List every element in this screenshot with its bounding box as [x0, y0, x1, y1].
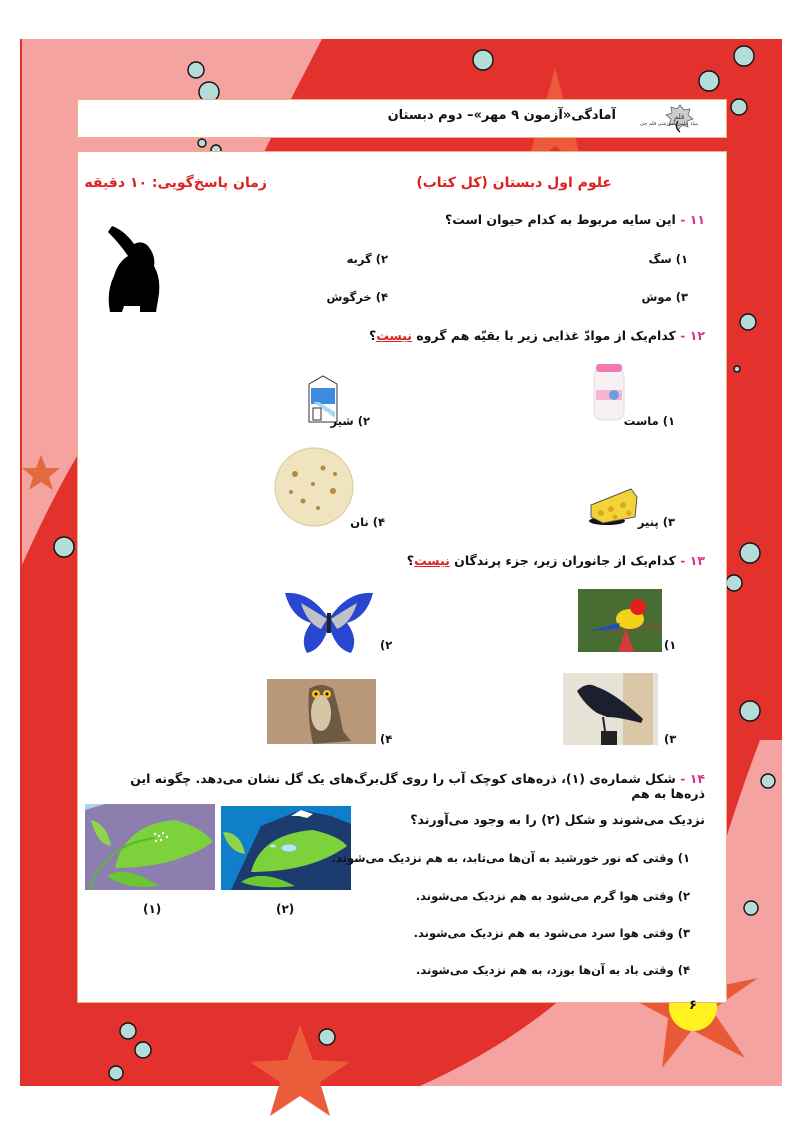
publisher-logo-icon: [638, 103, 700, 133]
option-11-1[interactable]: ۱) سگ: [648, 252, 688, 266]
question-stem: کدام‌یک از موادّ غذایی زیر با بقیّه هم گروه: [416, 328, 676, 343]
option-11-2[interactable]: ۲) گربه: [346, 252, 388, 266]
option-13-1[interactable]: (۱: [664, 638, 677, 652]
yogurt-container-image: [590, 362, 628, 424]
option-11-4[interactable]: ۴) خرگوش: [326, 290, 388, 304]
option-13-4[interactable]: (۴: [380, 732, 393, 746]
option-11-3[interactable]: ۳) موش: [641, 290, 688, 304]
option-12-1[interactable]: ۱) ماست: [623, 414, 675, 428]
section-title: علوم اول دبستان (کل کتاب): [416, 175, 612, 191]
option-12-2[interactable]: ۲) شیر: [330, 414, 370, 428]
question-number: ۱۴ -: [680, 771, 705, 786]
question-number: ۱۳ -: [680, 553, 705, 568]
option-13-3[interactable]: (۳: [664, 732, 677, 746]
flatbread-image: [273, 446, 355, 528]
parrot-photo-image: [578, 589, 662, 652]
figure-1-caption: (۱): [143, 902, 162, 916]
question-number: ۱۲ -: [680, 328, 705, 343]
rabbit-silhouette-image: [104, 222, 166, 314]
question-stem: این سایه مربوط به کدام حیوان است؟: [445, 212, 676, 227]
question-14-text-line1: [95, 771, 705, 801]
figure-2-caption: (۲): [276, 902, 295, 916]
negation-word: نیست: [376, 328, 412, 343]
question-14-text-line2: نزدیک می‌شوند و شکل (۲) را به وجود می‌آورند؟: [410, 812, 705, 827]
negation-word: نیست: [414, 553, 450, 568]
question-mark: ؟: [406, 553, 415, 568]
figure-1-leaf-small-droplets: [85, 804, 215, 890]
question-number: ۱۱ -: [680, 212, 705, 227]
header-title: آمادگی«آزمون ۹ مهر»– دوم دبستان: [387, 108, 616, 123]
figure-2-leaf-large-droplet: [221, 806, 351, 890]
owl-photo-image: [267, 679, 376, 744]
option-14-2[interactable]: ۲) وقتی هوا گرم می‌شود به هم نزدیک می‌شوند.: [415, 889, 690, 903]
option-13-2[interactable]: (۲: [380, 638, 393, 652]
svg-text:بنیاد علمی آموزشی قلم چی: بنیاد علمی آموزشی قلم چی: [640, 121, 699, 127]
option-14-4[interactable]: ۴) وقتی باد به آن‌ها بوزد، به هم نزدیک می‌شوند.: [416, 963, 690, 977]
page-number: ۶: [689, 998, 697, 1013]
butterfly-photo-image: [281, 589, 377, 653]
question-13-text: [407, 553, 705, 568]
time-label: زمان پاسخ‌گویی: ۱۰ دقیقه: [84, 175, 267, 191]
option-12-4[interactable]: ۴) نان: [350, 515, 385, 529]
cheese-wedge-image: [587, 487, 639, 527]
crow-photo-image: [563, 673, 658, 745]
header-bar: [77, 99, 727, 138]
question-stem: کدام‌یک از جانوران زیر، جزء پرندگان: [454, 553, 676, 568]
question-11-text: [445, 212, 705, 227]
option-12-3[interactable]: ۳) پنیر: [637, 515, 675, 529]
question-12-text: [369, 328, 705, 343]
option-14-1[interactable]: ۱) وقتی که نور خورشید به آن‌ها می‌تابد، به هم نزدیک می‌شوند.: [331, 851, 690, 865]
question-stem: شکل شماره‌ی (۱)، ذره‌های کوچک آب را روی گل‌برگ‌های یک گل نشان می‌دهد. چگونه این ذره‌ها به هم: [130, 771, 705, 801]
question-mark: ؟: [368, 328, 377, 343]
option-14-3[interactable]: ۳) وقتی هوا سرد می‌شود به هم نزدیک می‌شوند.: [413, 926, 690, 940]
svg-text:قلم: قلم: [674, 113, 685, 121]
